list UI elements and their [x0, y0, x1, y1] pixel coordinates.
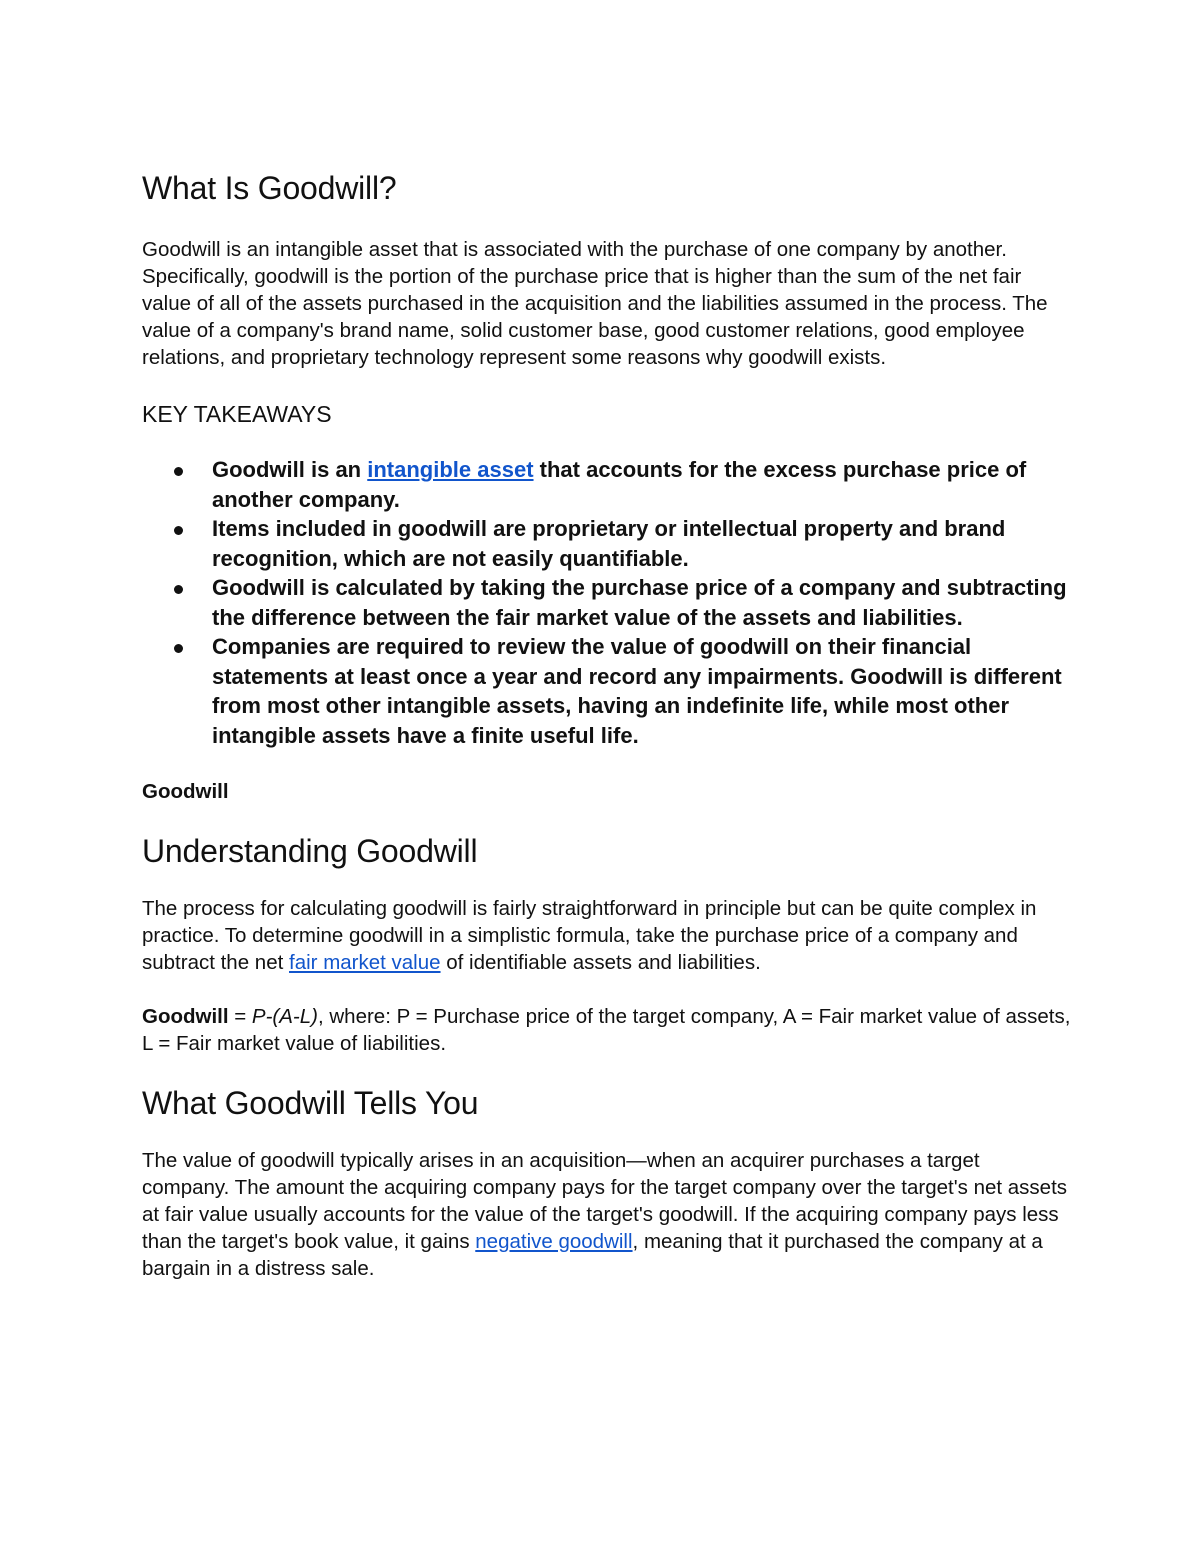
key-takeaways-list: [142, 455, 1072, 750]
bullet-icon: [174, 526, 183, 535]
bullet-icon: [174, 585, 183, 594]
takeaway-2-text: Items included in goodwill are proprietary or intellectual property and brand recognition, which are not easily quantifiable.: [212, 516, 1006, 571]
list-item: [212, 514, 1072, 573]
intro-paragraph: Goodwill is an intangible asset that is associated with the purchase of one company by another. Specifically, goodwill is the portion of the purchase price that is higher than the sum of the net fair value of all of the assets purchased in the acquisition and the liabilities assumed in the process. The value of a company's brand name, solid customer base, good customer relations, good employee relations, and proprietary technology represent some reasons why goodwill exists.: [142, 238, 1048, 369]
understanding-text-start: The process for calculating goodwill is fairly straightforward in principle but can be quite complex in practice. To determine goodwill in a simplistic formula, take the purchase price of a company and subtract the net: [142, 897, 1037, 974]
understanding-text-end: of identifiable assets and liabilities.: [440, 951, 761, 974]
formula-paragraph: [142, 1003, 1072, 1057]
tells-you-text-end: , meaning that it purchased the company at a bargain in a distress sale.: [142, 1230, 1043, 1280]
formula-equals: =: [228, 1005, 252, 1028]
takeaway-4-text: Companies are required to review the value of goodwill on their financial statements at least once a year and record any impairments. Goodwill is different from most other intangible assets, having an indefinite life, while most other intangible assets have a finite useful life.: [212, 634, 1062, 748]
formula-label: Goodwill: [142, 1005, 229, 1028]
key-takeaways-heading: KEY TAKEAWAYS: [142, 401, 332, 427]
negative-goodwill-link[interactable]: negative goodwill: [475, 1230, 633, 1253]
list-item: [212, 455, 1072, 514]
tells-you-text-start: The value of goodwill typically arises in an acquisition—when an acquirer purchases a target company. The amount the acquiring company pays for the target company over the target's net assets at fair value usually accounts for the value of the target's goodwill. If the acquiring company pays less than the target's book value, it gains: [142, 1149, 1068, 1253]
takeaway-1-text-end: that accounts for the excess purchase price of another company.: [212, 457, 1027, 512]
takeaway-1-text-start: Goodwill is an: [212, 457, 368, 482]
understanding-goodwill-heading: Understanding Goodwill: [142, 833, 478, 869]
document-page: [142, 168, 1072, 1282]
formula-definitions: , where: P = Purchase price of the target company, A = Fair market value of assets, L = Fair market value of liabilities.: [142, 1005, 1071, 1055]
intangible-asset-link[interactable]: intangible asset: [367, 457, 534, 482]
bullet-icon: [174, 644, 183, 653]
understanding-paragraph: [142, 895, 1072, 976]
page-title: What Is Goodwill?: [142, 170, 397, 206]
list-item: [212, 573, 1072, 632]
tells-you-paragraph: [142, 1147, 1072, 1282]
bullet-icon: [174, 467, 183, 476]
what-goodwill-tells-you-heading: What Goodwill Tells You: [142, 1085, 479, 1121]
formula-expression: P-(A-L): [251, 1005, 318, 1028]
goodwill-label: Goodwill: [142, 780, 229, 803]
list-item: [212, 632, 1072, 750]
fair-market-value-link[interactable]: fair market value: [289, 951, 441, 974]
takeaway-3-text: Goodwill is calculated by taking the purchase price of a company and subtracting the difference between the fair market value of the assets and liabilities.: [212, 575, 1067, 630]
